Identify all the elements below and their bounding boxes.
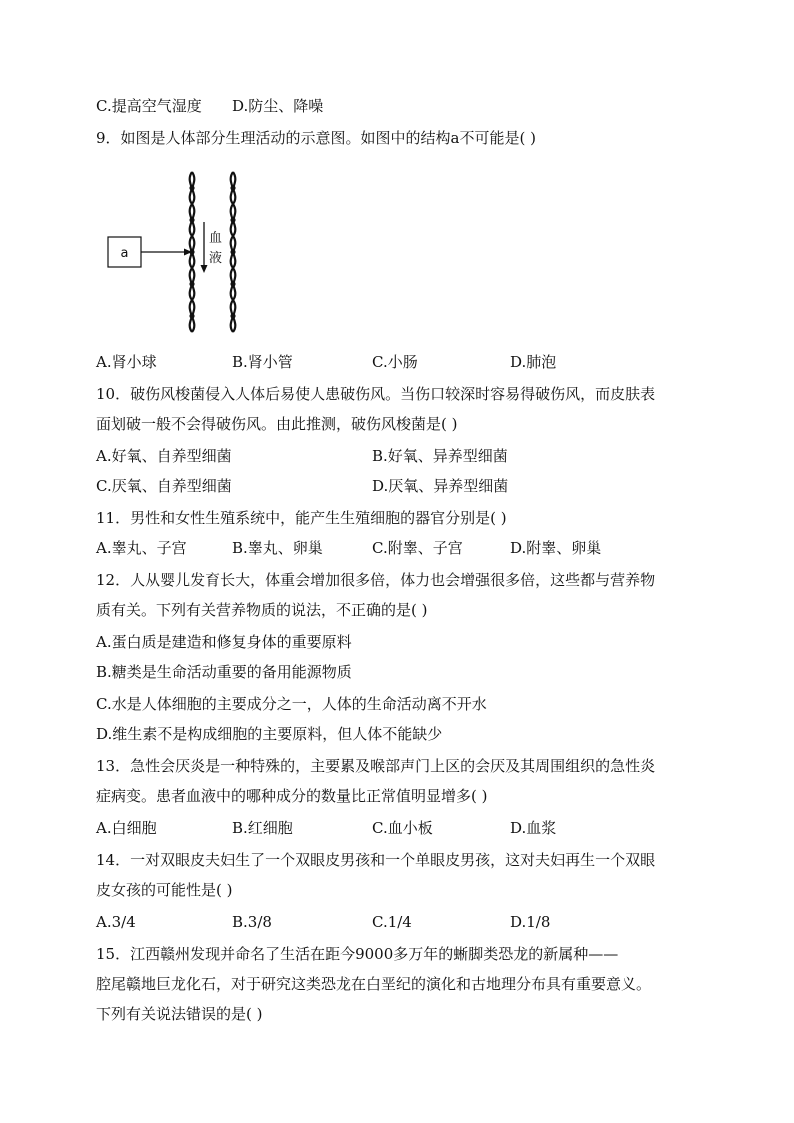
q15-stem-line-3: 下列有关说法错误的是( ) [96, 1005, 263, 1023]
q10-option-d: D.厌氧、异养型细菌 [372, 477, 509, 495]
q12-stem-line-2: 质有关。下列有关营养物质的说法，不正确的是( ) [96, 601, 428, 619]
q14-stem-line-1: 14．一对双眼皮夫妇生了一个双眼皮男孩和一个单眼皮男孩，这对夫妇再生一个双眼 [96, 851, 656, 869]
q9-stem: 9．如图是人体部分生理活动的示意图。如图中的结构a不可能是( ) [96, 129, 536, 147]
q13-stem-line-2: 症病变。患者血液中的哪种成分的数量比正常值明显增多( ) [96, 787, 488, 805]
q12-stem-line-1: 12．人从婴儿发育长大，体重会增加很多倍，体力也会增强很多倍，这些都与营养物 [96, 571, 656, 589]
q14-option-b: B.3/8 [232, 913, 272, 931]
q9-option-d: D.肺泡 [510, 353, 557, 371]
q9-option-a: A.肾小球 [96, 353, 157, 371]
q8-option-c: C.提高空气湿度 [96, 97, 202, 115]
q14-option-a: A.3/4 [96, 913, 136, 931]
q12-option-a: A.蛋白质是建造和修复身体的重要原料 [96, 633, 352, 651]
q14-option-c: C.1/4 [372, 913, 412, 931]
q9-diagram [100, 166, 260, 338]
q11-option-b: B.睾丸、卵巢 [232, 539, 323, 557]
q9-option-c: C.小肠 [372, 353, 418, 371]
q13-option-a: A.白细胞 [96, 819, 157, 837]
q13-option-b: B.红细胞 [232, 819, 293, 837]
q9-diagram-svg [100, 166, 260, 338]
blood-label-1: 血 [209, 231, 223, 246]
q15-stem-line-2: 腔尾赣地巨龙化石，对于研究这类恐龙在白垩纪的演化和古地理分布具有重要意义。 [96, 975, 652, 993]
q10-stem-line-1: 10．破伤风梭菌侵入人体后易使人患破伤风。当伤口较深时容易得破伤风，而皮肤表 [96, 385, 656, 403]
q11-stem: 11．男性和女性生殖系统中，能产生生殖细胞的器官分别是( ) [96, 509, 507, 527]
q8-option-d: D.防尘、降噪 [232, 97, 324, 115]
q10-option-a: A.好氧、自养型细菌 [96, 447, 232, 465]
q13-stem-line-1: 13．急性会厌炎是一种特殊的，主要累及喉部声门上区的会厌及其周围组织的急性炎 [96, 757, 656, 775]
q13-option-d: D.血浆 [510, 819, 557, 837]
q10-stem-line-2: 面划破一般不会得破伤风。由此推测，破伤风梭菌是( ) [96, 415, 458, 433]
q13-option-c: C.血小板 [372, 819, 433, 837]
q14-option-d: D.1/8 [510, 913, 551, 931]
q12-option-d: D.维生素不是构成细胞的主要原料，但人体不能缺少 [96, 725, 443, 743]
q10-option-c: C.厌氧、自养型细菌 [96, 477, 232, 495]
q11-option-a: A.睾丸、子宫 [96, 539, 187, 557]
structure-a-label: a [120, 246, 129, 261]
blood-label-2: 液 [209, 251, 223, 266]
blood-flow-arrow-head [201, 265, 208, 273]
q11-option-c: C.附睾、子宫 [372, 539, 463, 557]
q14-stem-line-2: 皮女孩的可能性是( ) [96, 881, 233, 899]
q11-option-d: D.附睾、卵巢 [510, 539, 602, 557]
q9-option-b: B.肾小管 [232, 353, 293, 371]
q10-option-b: B.好氧、异养型细菌 [372, 447, 508, 465]
q15-stem-line-1: 15．江西赣州发现并命名了生活在距今9000多万年的蜥脚类恐龙的新属种—— [96, 945, 619, 963]
q12-option-b: B.糖类是生命活动重要的备用能源物质 [96, 663, 352, 681]
q12-option-c: C.水是人体细胞的主要成分之一，人体的生命活动离不开水 [96, 695, 487, 713]
